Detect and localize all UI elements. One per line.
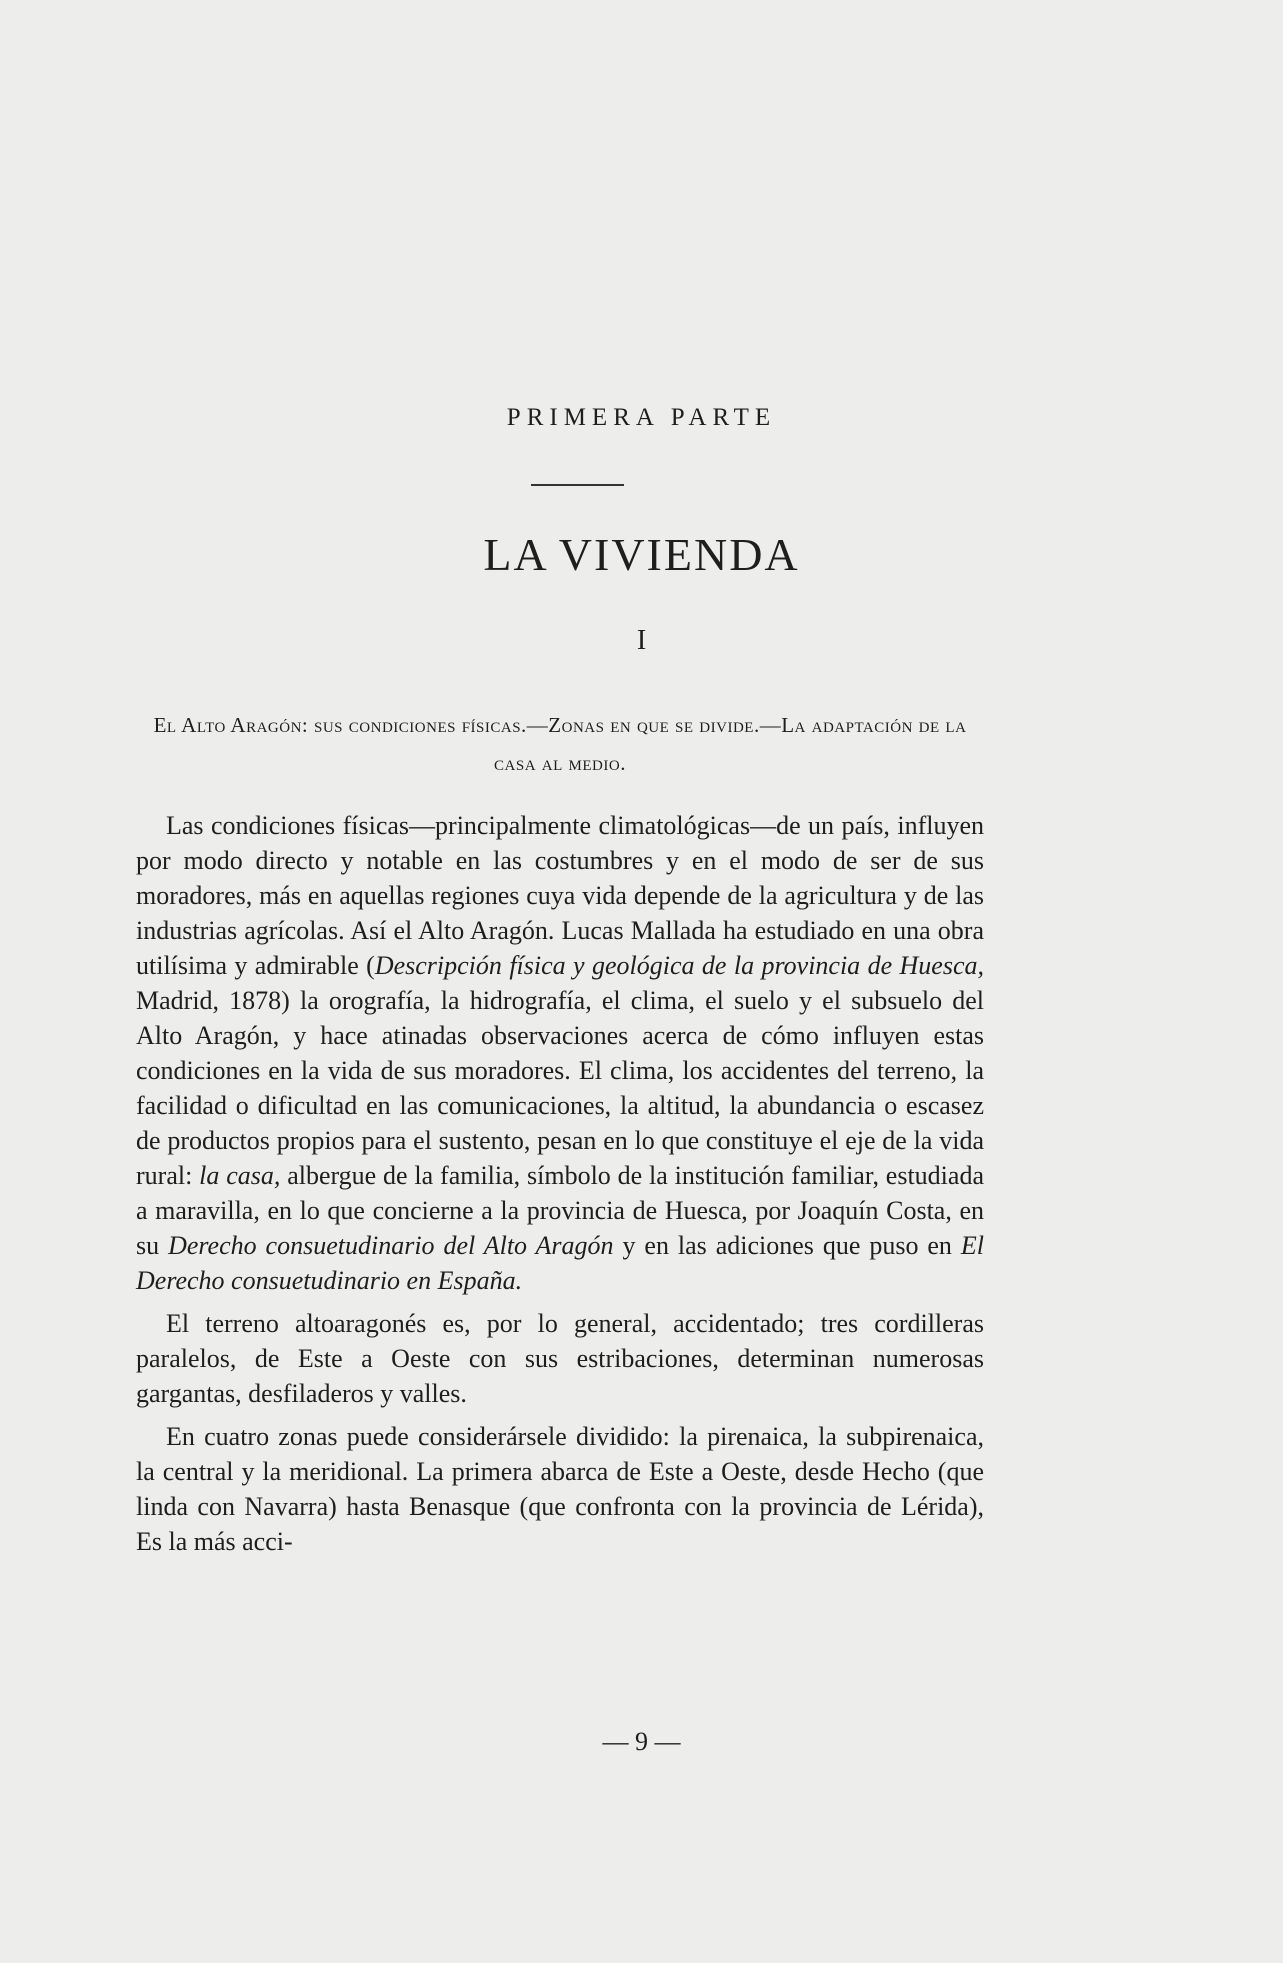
- text-run: El terreno altoaragonés es, por lo general, accidentado; tres cordilleras paralelos, de Este a Oeste con sus estribaciones, determinan numerosas gargantas, desfiladeros y valles.: [136, 1309, 984, 1408]
- paragraph-3: [136, 1419, 984, 1559]
- text-run: Madrid, 1878) la orografía, la hidrografía, el clima, el suelo y el subsuelo del Alto Aragón, y hace atinadas observaciones acerca de cómo influyen estas condiciones en la vida de sus moradores. El clima, los accidentes del terreno, la facilidad o dificultad en las comunicaciones, la altitud, la abundancia o escasez de productos propios para el sustento, pesan en lo que constituye el eje de la vida rural:: [136, 986, 984, 1190]
- text-run: y en las adiciones que puso en: [613, 1231, 961, 1260]
- page-title: LA VIVIENDA: [483, 529, 800, 580]
- body-text: [136, 808, 984, 1567]
- part-heading: PRIMERA PARTE: [506, 404, 777, 431]
- italic-title: Descripción física y geológica de la provincia de Huesca,: [374, 951, 985, 980]
- italic-phrase: la casa,: [199, 1161, 281, 1190]
- chapter-summary: El Alto Aragón: sus condiciones físicas.—Zonas en que se divide.—La adaptación de la casa al medio.: [153, 713, 967, 775]
- paragraph-2: [136, 1306, 984, 1411]
- text-run: En cuatro zonas puede considerársele dividido: la pirenaica, la subpirenaica, la central y la meridional. La primera abarca de Este a Oeste, desde Hecho (que linda con Navarra) hasta Benasque (que confronta con la provincia de Lérida), Es la más acci-: [136, 1422, 984, 1556]
- heading-rule: [531, 484, 624, 486]
- text-run: albergue de la familia, símbolo de la institución familiar, estudiada a maravilla, en lo que concierne a la provincia de Huesca, por Joaquín Costa, en su: [136, 1161, 984, 1260]
- page-number: — 9 —: [602, 1727, 681, 1756]
- italic-title: El Derecho consuetudinario en España.: [136, 1231, 984, 1295]
- text-run: Las condiciones físicas—principalmente climatológicas—de un país, influyen por modo directo y notable en las costumbres y en el modo de ser de sus moradores, más en aquellas regiones cuya vida depende de la agricultura y de las industrias agrícolas. Así el Alto Aragón. Lucas Mallada ha estudiado en una obra utilísima y admirable (: [136, 811, 984, 980]
- paragraph-1: [136, 808, 984, 1298]
- chapter-number: I: [636, 625, 647, 656]
- italic-title: Derecho consuetudinario del Alto Aragón: [168, 1231, 614, 1260]
